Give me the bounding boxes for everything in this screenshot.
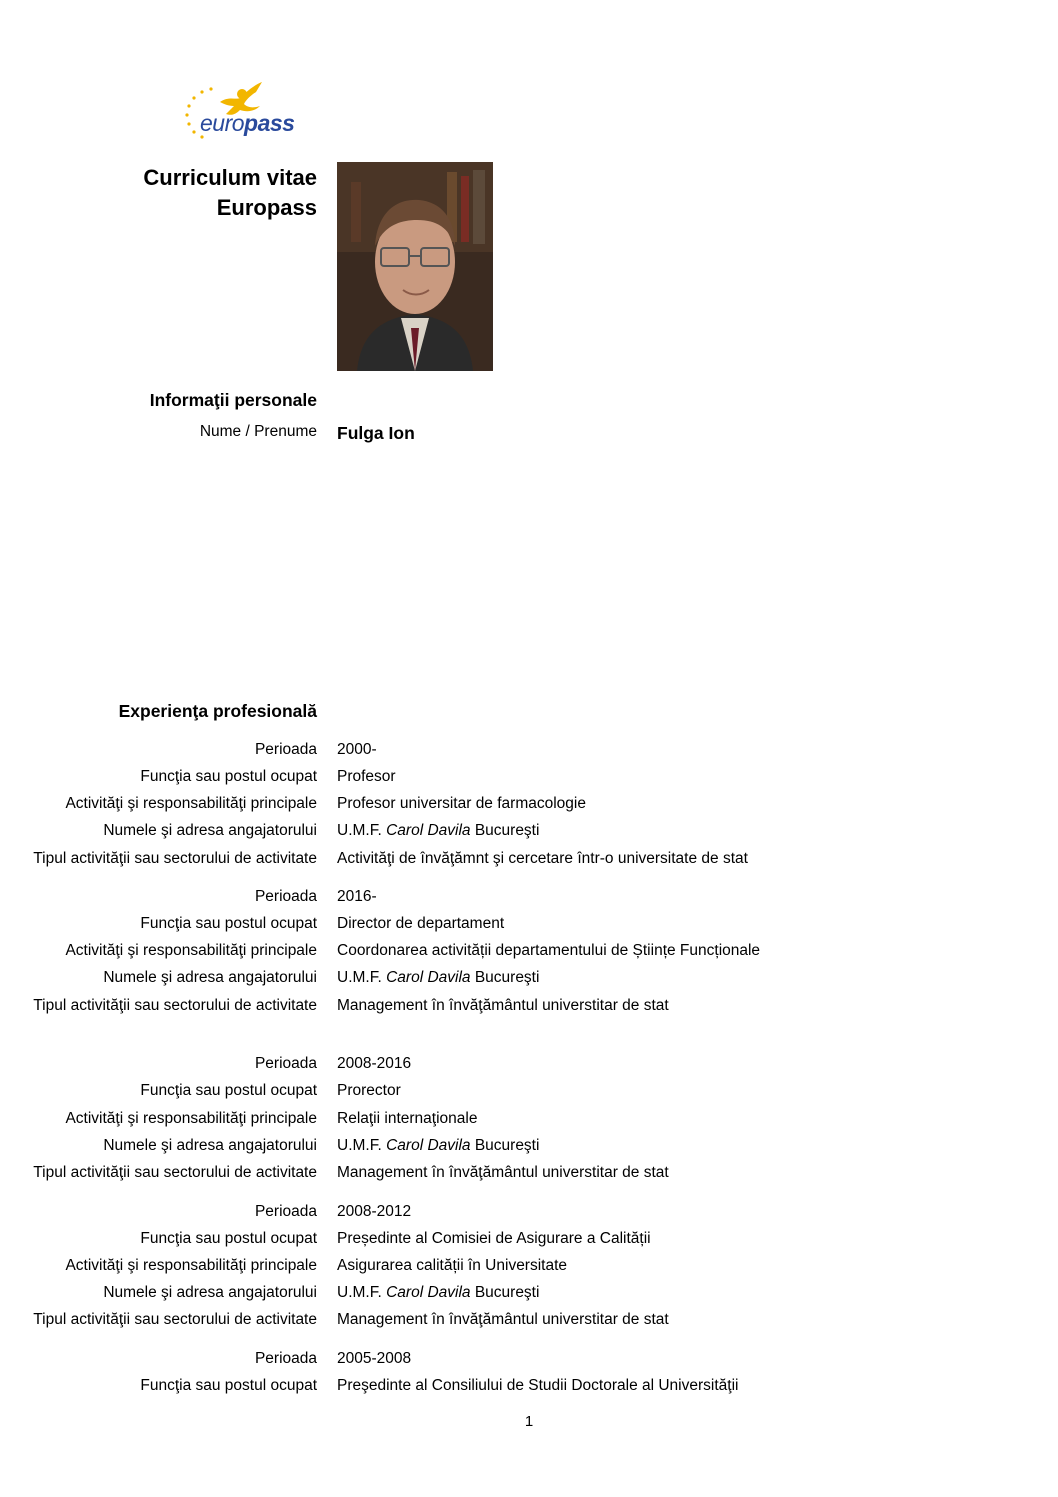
activities-value: Asigurarea calității în Universitate	[337, 1257, 568, 1274]
experience-heading: Experienţa profesională	[118, 701, 317, 721]
period-value: 2008-2012	[337, 1203, 412, 1220]
cv-title	[143, 163, 317, 223]
period-label: Perioada	[254, 741, 317, 758]
employer-value: U.M.F. Carol Davila Bucureşti	[337, 822, 540, 839]
sector-value: Management în învăţământul universtitar de stat	[337, 997, 669, 1014]
cv-title-line2: Europass	[216, 195, 317, 220]
sector-row	[0, 850, 1058, 874]
employer-value: U.M.F. Carol Davila Bucureşti	[337, 1137, 540, 1154]
position-value: Profesor	[337, 768, 396, 785]
position-value: Președinte al Comisiei de Asigurare a Calității	[337, 1230, 651, 1247]
position-label: Funcţia sau postul ocupat	[140, 1377, 317, 1394]
activities-row	[0, 1110, 1058, 1134]
period-row	[0, 1203, 1058, 1227]
period-label: Perioada	[254, 1055, 317, 1072]
sector-row	[0, 1164, 1058, 1188]
position-row	[0, 768, 1058, 792]
employer-row	[0, 1284, 1058, 1308]
sector-label: Tipul activităţii sau sectorului de activitate	[33, 850, 317, 867]
activities-row	[0, 942, 1058, 966]
period-label: Perioada	[254, 1350, 317, 1367]
period-value: 2008-2016	[337, 1055, 412, 1072]
employer-label: Numele şi adresa angajatorului	[103, 969, 317, 986]
position-value: Preşedinte al Consiliului de Studii Doctorale al Universităţii	[337, 1377, 739, 1394]
sector-row	[0, 997, 1058, 1021]
position-row	[0, 1082, 1058, 1106]
employer-row	[0, 822, 1058, 846]
period-value: 2016-	[337, 888, 377, 905]
activities-value: Profesor universitar de farmacologie	[337, 795, 586, 812]
activities-value: Relaţii internaţionale	[337, 1110, 478, 1127]
employer-value: U.M.F. Carol Davila Bucureşti	[337, 1284, 540, 1301]
activities-row	[0, 795, 1058, 819]
name-row	[0, 423, 1058, 447]
sector-label: Tipul activităţii sau sectorului de activitate	[33, 997, 317, 1014]
employer-row	[0, 969, 1058, 993]
employer-value: U.M.F. Carol Davila Bucureşti	[337, 969, 540, 986]
sector-label: Tipul activităţii sau sectorului de activitate	[33, 1311, 317, 1328]
name-value: Fulga Ion	[337, 423, 415, 443]
sector-label: Tipul activităţii sau sectorului de activitate	[33, 1164, 317, 1181]
position-value: Prorector	[337, 1082, 401, 1099]
activities-label: Activităţi şi responsabilităţi principale	[65, 1110, 317, 1127]
activities-label: Activităţi şi responsabilităţi principale	[65, 795, 317, 812]
europass-logo-text: europass	[200, 110, 295, 136]
period-label: Perioada	[254, 888, 317, 905]
position-label: Funcţia sau postul ocupat	[140, 1230, 317, 1247]
position-label: Funcţia sau postul ocupat	[140, 1082, 317, 1099]
employer-row	[0, 1137, 1058, 1161]
period-label: Perioada	[254, 1203, 317, 1220]
name-label: Nume / Prenume	[199, 423, 317, 440]
sector-value: Management în învăţământul universtitar de stat	[337, 1311, 669, 1328]
period-row	[0, 1055, 1058, 1079]
sector-value: Activităţi de învăţămnt şi cercetare într-o universitate de stat	[337, 850, 748, 867]
sector-value: Management în învăţământul universtitar de stat	[337, 1164, 669, 1181]
employer-label: Numele şi adresa angajatorului	[103, 822, 317, 839]
activities-label: Activităţi şi responsabilităţi principale	[65, 942, 317, 959]
position-label: Funcţia sau postul ocupat	[140, 768, 317, 785]
activities-label: Activităţi şi responsabilităţi principale	[65, 1257, 317, 1274]
position-label: Funcţia sau postul ocupat	[140, 915, 317, 932]
period-value: 2000-	[337, 741, 377, 758]
cv-title-line1: Curriculum vitae	[143, 165, 317, 190]
sector-row	[0, 1311, 1058, 1335]
employer-label: Numele şi adresa angajatorului	[103, 1284, 317, 1301]
employer-label: Numele şi adresa angajatorului	[103, 1137, 317, 1154]
position-value: Director de departament	[337, 915, 505, 932]
position-row	[0, 1377, 1058, 1401]
period-row	[0, 741, 1058, 765]
period-value: 2005-2008	[337, 1350, 412, 1367]
period-row	[0, 1350, 1058, 1374]
profile-photo	[337, 162, 493, 371]
activities-value: Coordonarea activității departamentului de Științe Funcționale	[337, 942, 761, 959]
period-row	[0, 888, 1058, 912]
personal-info-heading: Informaţii personale	[149, 390, 317, 410]
activities-row	[0, 1257, 1058, 1281]
position-row	[0, 1230, 1058, 1254]
page-number: 1	[524, 1413, 534, 1430]
position-row	[0, 915, 1058, 939]
